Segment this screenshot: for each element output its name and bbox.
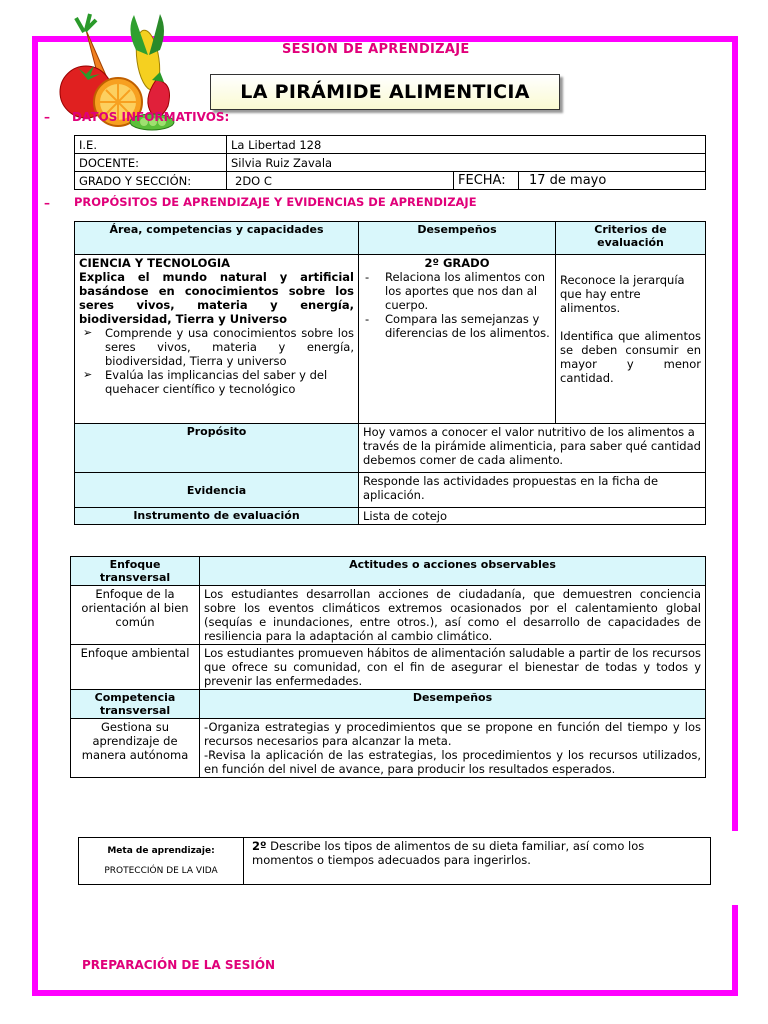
enfoque-name: Enfoque ambiental <box>71 645 200 690</box>
evidencia-value: Responde las actividades propuestas en la ficha de aplicación. <box>359 473 706 508</box>
ie-value: La Libertad 128 <box>227 136 706 154</box>
capacidad-item: ➢ Evalúa las implicancias del saber y del quehacer científico y tecnológico <box>79 368 354 396</box>
ie-label: I.E. <box>75 136 227 154</box>
instrumento-label: Instrumento de evaluación <box>75 508 359 525</box>
meta-grade: 2º <box>252 839 267 853</box>
evidencia-label: Evidencia <box>75 473 359 508</box>
desempenos-list <box>363 270 551 340</box>
proposito-label: Propósito <box>75 424 359 473</box>
meta-label-cell <box>79 838 244 885</box>
desempeno-item: - Compara las semejanzas y diferencias de los alimentos. <box>363 312 551 340</box>
session-header: SESIÓN DE APRENDIZAJE <box>282 42 470 57</box>
enfoques-table <box>70 556 706 778</box>
competencia-desempenos <box>200 719 706 778</box>
col-competencia-header: Competencia transversal <box>71 690 200 719</box>
col-area-header: Área, competencias y capacidades <box>75 222 359 255</box>
criterio-text: Reconoce la jerarquía que hay entre alimentos. <box>560 273 685 315</box>
capacidades-list <box>79 326 354 396</box>
desempeno-item: - Relaciona los alimentos con los aportes que nos dan al cuerpo. <box>363 270 551 312</box>
enfoque-name: Enfoque de la orientación al bien común <box>71 586 200 645</box>
criterio-text: Identifica que alimentos se deben consumir en mayor y menor cantidad. <box>560 329 701 385</box>
page-frame-left <box>32 36 38 996</box>
col-enfoque-header: Enfoque transversal <box>71 557 200 586</box>
grado-value: 2DO C <box>227 172 454 190</box>
fecha-label: FECHA: <box>454 172 519 190</box>
instrumento-value: Lista de cotejo <box>359 508 706 525</box>
col-desempenos-transversal-header: Desempeños <box>200 690 706 719</box>
competencia-desempeno-line: -Revisa la aplicación de las estrategias, los procedimientos y los recursos utilizados, en función del nivel de avance, para producir los resultados esperados. <box>204 748 701 776</box>
meta-table <box>78 837 711 885</box>
competencia-text: Explica el mundo natural y artificial basándose en conocimientos sobre los seres vivos, materia y energía, biodiversidad, Tierra y Universo <box>79 270 354 326</box>
docente-label: DOCENTE: <box>75 154 227 172</box>
enfoque-text: Los estudiantes promueven hábitos de alimentación saludable a partir de los recursos que ofrece su comunidad, con el fin de asegurar el bienestar de todas y todos y prevenir las enfermedades. <box>200 645 706 690</box>
page-frame-right <box>732 36 738 831</box>
enfoque-text: Los estudiantes desarrollan acciones de ciudadanía, que demuestren conciencia sobre los eventos climáticos extremos ocasionados por el calentamiento global (sequías e inundaciones, entre otros.), así como el desarrollo de capacidades de resiliencia para la adaptación al cambio climático. <box>200 586 706 645</box>
meta-text: Describe los tipos de alimentos de su dieta familiar, así como los momentos o tiempos adecuados para ingerirlos. <box>252 839 645 867</box>
section-bullet: – <box>44 110 50 124</box>
page-frame-right-lower <box>732 905 738 996</box>
fecha-value: 17 de mayo <box>519 172 706 190</box>
col-desempenos-header: Desempeños <box>359 222 556 255</box>
datos-table <box>74 135 706 190</box>
page-frame-bottom <box>32 990 738 996</box>
meta-label: Meta de aprendizaje: <box>107 846 215 856</box>
proposito-value: Hoy vamos a conocer el valor nutritivo de los alimentos a través de la pirámide alimenticia, para saber qué cantidad debemos comer de cada alimento. <box>359 424 706 473</box>
area-cell <box>75 255 359 424</box>
meta-value: PROTECCIÓN DE LA VIDA <box>104 866 218 876</box>
competencia-desempeno-line: -Organiza estrategias y procedimientos que se propone en función del tiempo y los recursos necesarios para alcanzar la meta. <box>204 720 701 748</box>
section-bullet: – <box>44 196 50 210</box>
propositos-heading: PROPÓSITOS DE APRENDIZAJE Y EVIDENCIAS DE APRENDIZAJE <box>74 195 477 209</box>
page-title: LA PIRÁMIDE ALIMENTICIA <box>210 74 560 110</box>
criterios-cell <box>556 255 706 424</box>
datos-informativos-heading: DATOS INFORMATIVOS: <box>72 110 230 124</box>
col-actitudes-header: Actitudes o acciones observables <box>200 557 706 586</box>
grado-heading: 2º GRADO <box>424 256 490 270</box>
preparacion-heading: PREPARACIÓN DE LA SESIÓN <box>82 958 276 972</box>
propositos-table <box>74 221 706 525</box>
desempenos-cell <box>359 255 556 424</box>
capacidad-item: ➢ Comprende y usa conocimientos sobre los seres vivos, materia y energía, biodiversidad, Tierra y universo <box>79 326 354 368</box>
area-title: CIENCIA Y TECNOLOGIA <box>79 256 231 270</box>
docente-value: Silvia Ruiz Zavala <box>227 154 706 172</box>
grado-label: GRADO Y SECCIÓN: <box>75 172 227 190</box>
col-criterios-header: Criterios de evaluación <box>556 222 706 255</box>
competencia-name: Gestiona su aprendizaje de manera autónoma <box>71 719 200 778</box>
meta-text-cell <box>244 838 711 885</box>
